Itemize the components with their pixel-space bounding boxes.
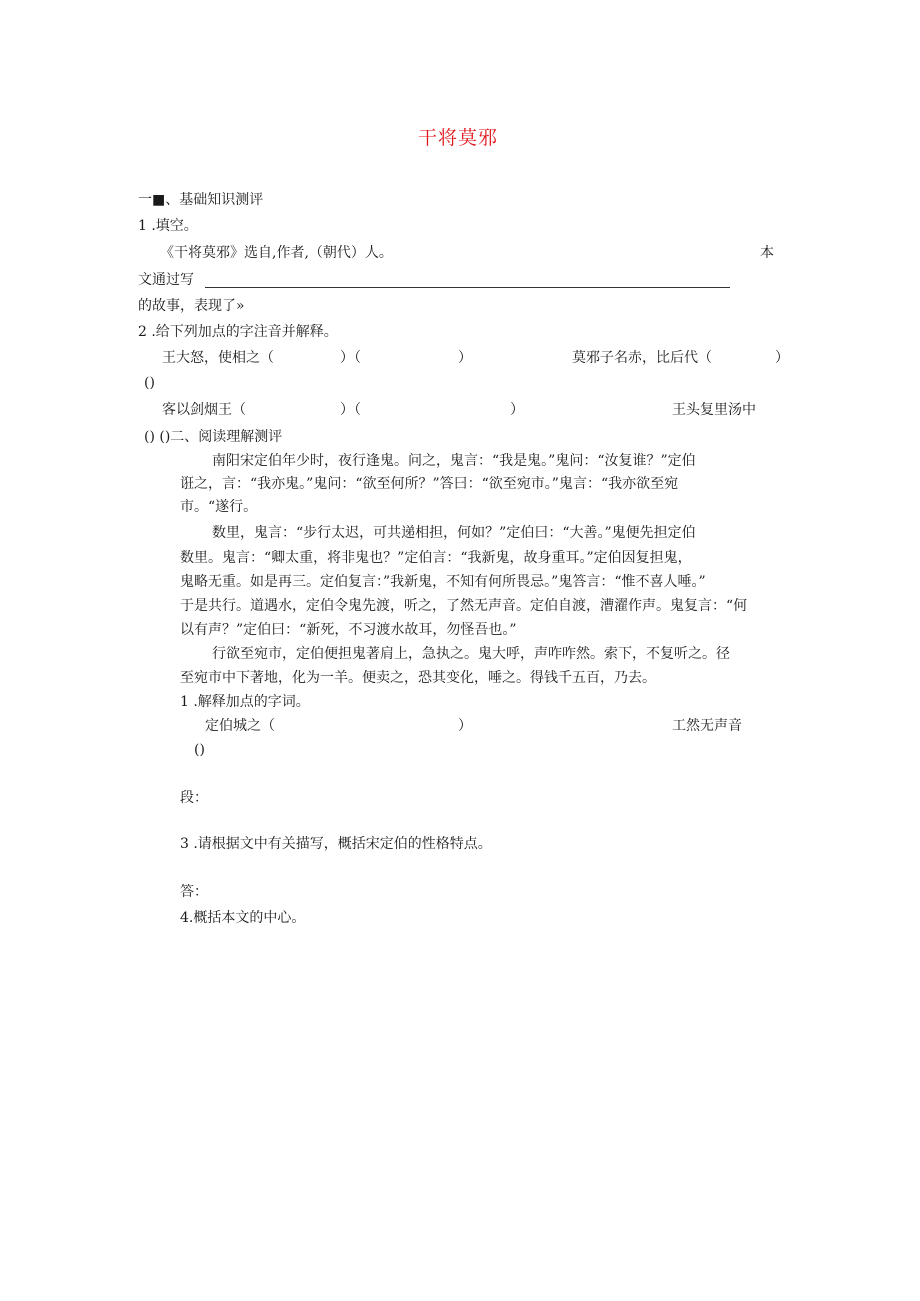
question-2-row-1-mid-2: ） xyxy=(458,350,472,366)
passage-line: 数里。鬼言：“卿太重，将非鬼也？”定伯言：“我新鬼，故身重耳。”定伯因复担鬼， xyxy=(180,550,692,566)
reading-question-1-right: 工然无声音 xyxy=(672,718,742,734)
passage-line: 至宛市中下著地，化为一羊。便卖之，恐其变化，唾之。得钱千五百，乃去。 xyxy=(180,670,656,686)
answer-label: 答： xyxy=(180,884,208,900)
answer-blank-line[interactable] xyxy=(205,287,730,288)
question-2-label: 2 .给下列加点的字注音并解释。 xyxy=(138,324,338,340)
question-2-row-1-right: 莫邪子名赤，比后代（ xyxy=(572,350,712,366)
passage-line: 市。“遂行。 xyxy=(180,499,258,515)
passage-line: 数里，鬼言：“步行太迟，可共递相担，何如？”定伯曰：“大善。”鬼便先担定伯 xyxy=(212,525,696,541)
reading-question-1-wrap: () xyxy=(194,742,205,758)
passage-line: 行欲至宛市，定伯便担鬼著肩上，急执之。鬼大呼，声咋咋然。索下，不复听之。径 xyxy=(212,646,730,662)
question-1-line-3: 的故事，表现了» xyxy=(138,298,245,314)
reading-question-4: 4.概括本文的中心。 xyxy=(180,910,306,926)
question-2-row-2-mid-1: ）（ xyxy=(340,402,361,418)
reading-question-1-label: 1 .解释加点的字词。 xyxy=(180,694,310,710)
reading-question-3: 3 .请根据文中有关描写，概括宋定伯的性格特点。 xyxy=(180,836,492,852)
reading-question-1-left-close: ） xyxy=(458,718,472,734)
question-2-row-2-left: 客以剑烟王（ xyxy=(162,402,246,418)
section-heading: 一■、基础知识测评 xyxy=(138,192,264,208)
question-1-line-1-right: 本 xyxy=(760,245,774,261)
passage-line: 南阳宋定伯年少时，夜行逢鬼。问之，鬼言：“我是鬼。”鬼问：“汝复谁？”定伯 xyxy=(212,453,696,469)
question-2-row-2-mid-2: ） xyxy=(510,402,524,418)
passage-line: 以有声？”定伯曰：“新死，不习渡水故耳，勿怪吾也。” xyxy=(180,622,517,638)
question-2-row-2-wrap: () ()二、阅读理解测评 xyxy=(144,429,283,445)
question-2-row-2-right: 王头复里汤中 xyxy=(672,402,756,418)
question-2-row-1-wrap: () xyxy=(144,375,155,391)
question-1-label: 1 .填空。 xyxy=(138,218,198,234)
question-1-line-1: 《干将莫邪》选自,作者,（朝代）人。 xyxy=(160,245,393,261)
question-2-row-1-mid-1: ）（ xyxy=(340,350,361,366)
passage-line: 鬼略无重。如是再三。定伯复言：”我新鬼，不知有何所畏忌。”鬼答言：“惟不喜人唾。” xyxy=(180,574,706,590)
question-1-line-2: 文通过写 xyxy=(138,272,194,288)
passage-line: 诳之，言：“我亦鬼。”鬼问：“欲至何所？”答曰：“欲至宛市。”鬼言：“我亦欲至宛 xyxy=(180,476,679,492)
reading-question-1-left: 定伯城之（ xyxy=(205,718,275,734)
page-title: 干将莫邪 xyxy=(418,127,499,149)
question-2-row-1-right-close: ） xyxy=(775,350,789,366)
duan-label: 段： xyxy=(180,790,208,806)
question-2-row-1-left: 王大怒，使相之（ xyxy=(162,350,274,366)
passage-line: 于是共行。道遇水，定伯令鬼先渡，听之，了然无声音。定伯自渡，漕濯作声。鬼复言：“何 xyxy=(180,598,748,614)
